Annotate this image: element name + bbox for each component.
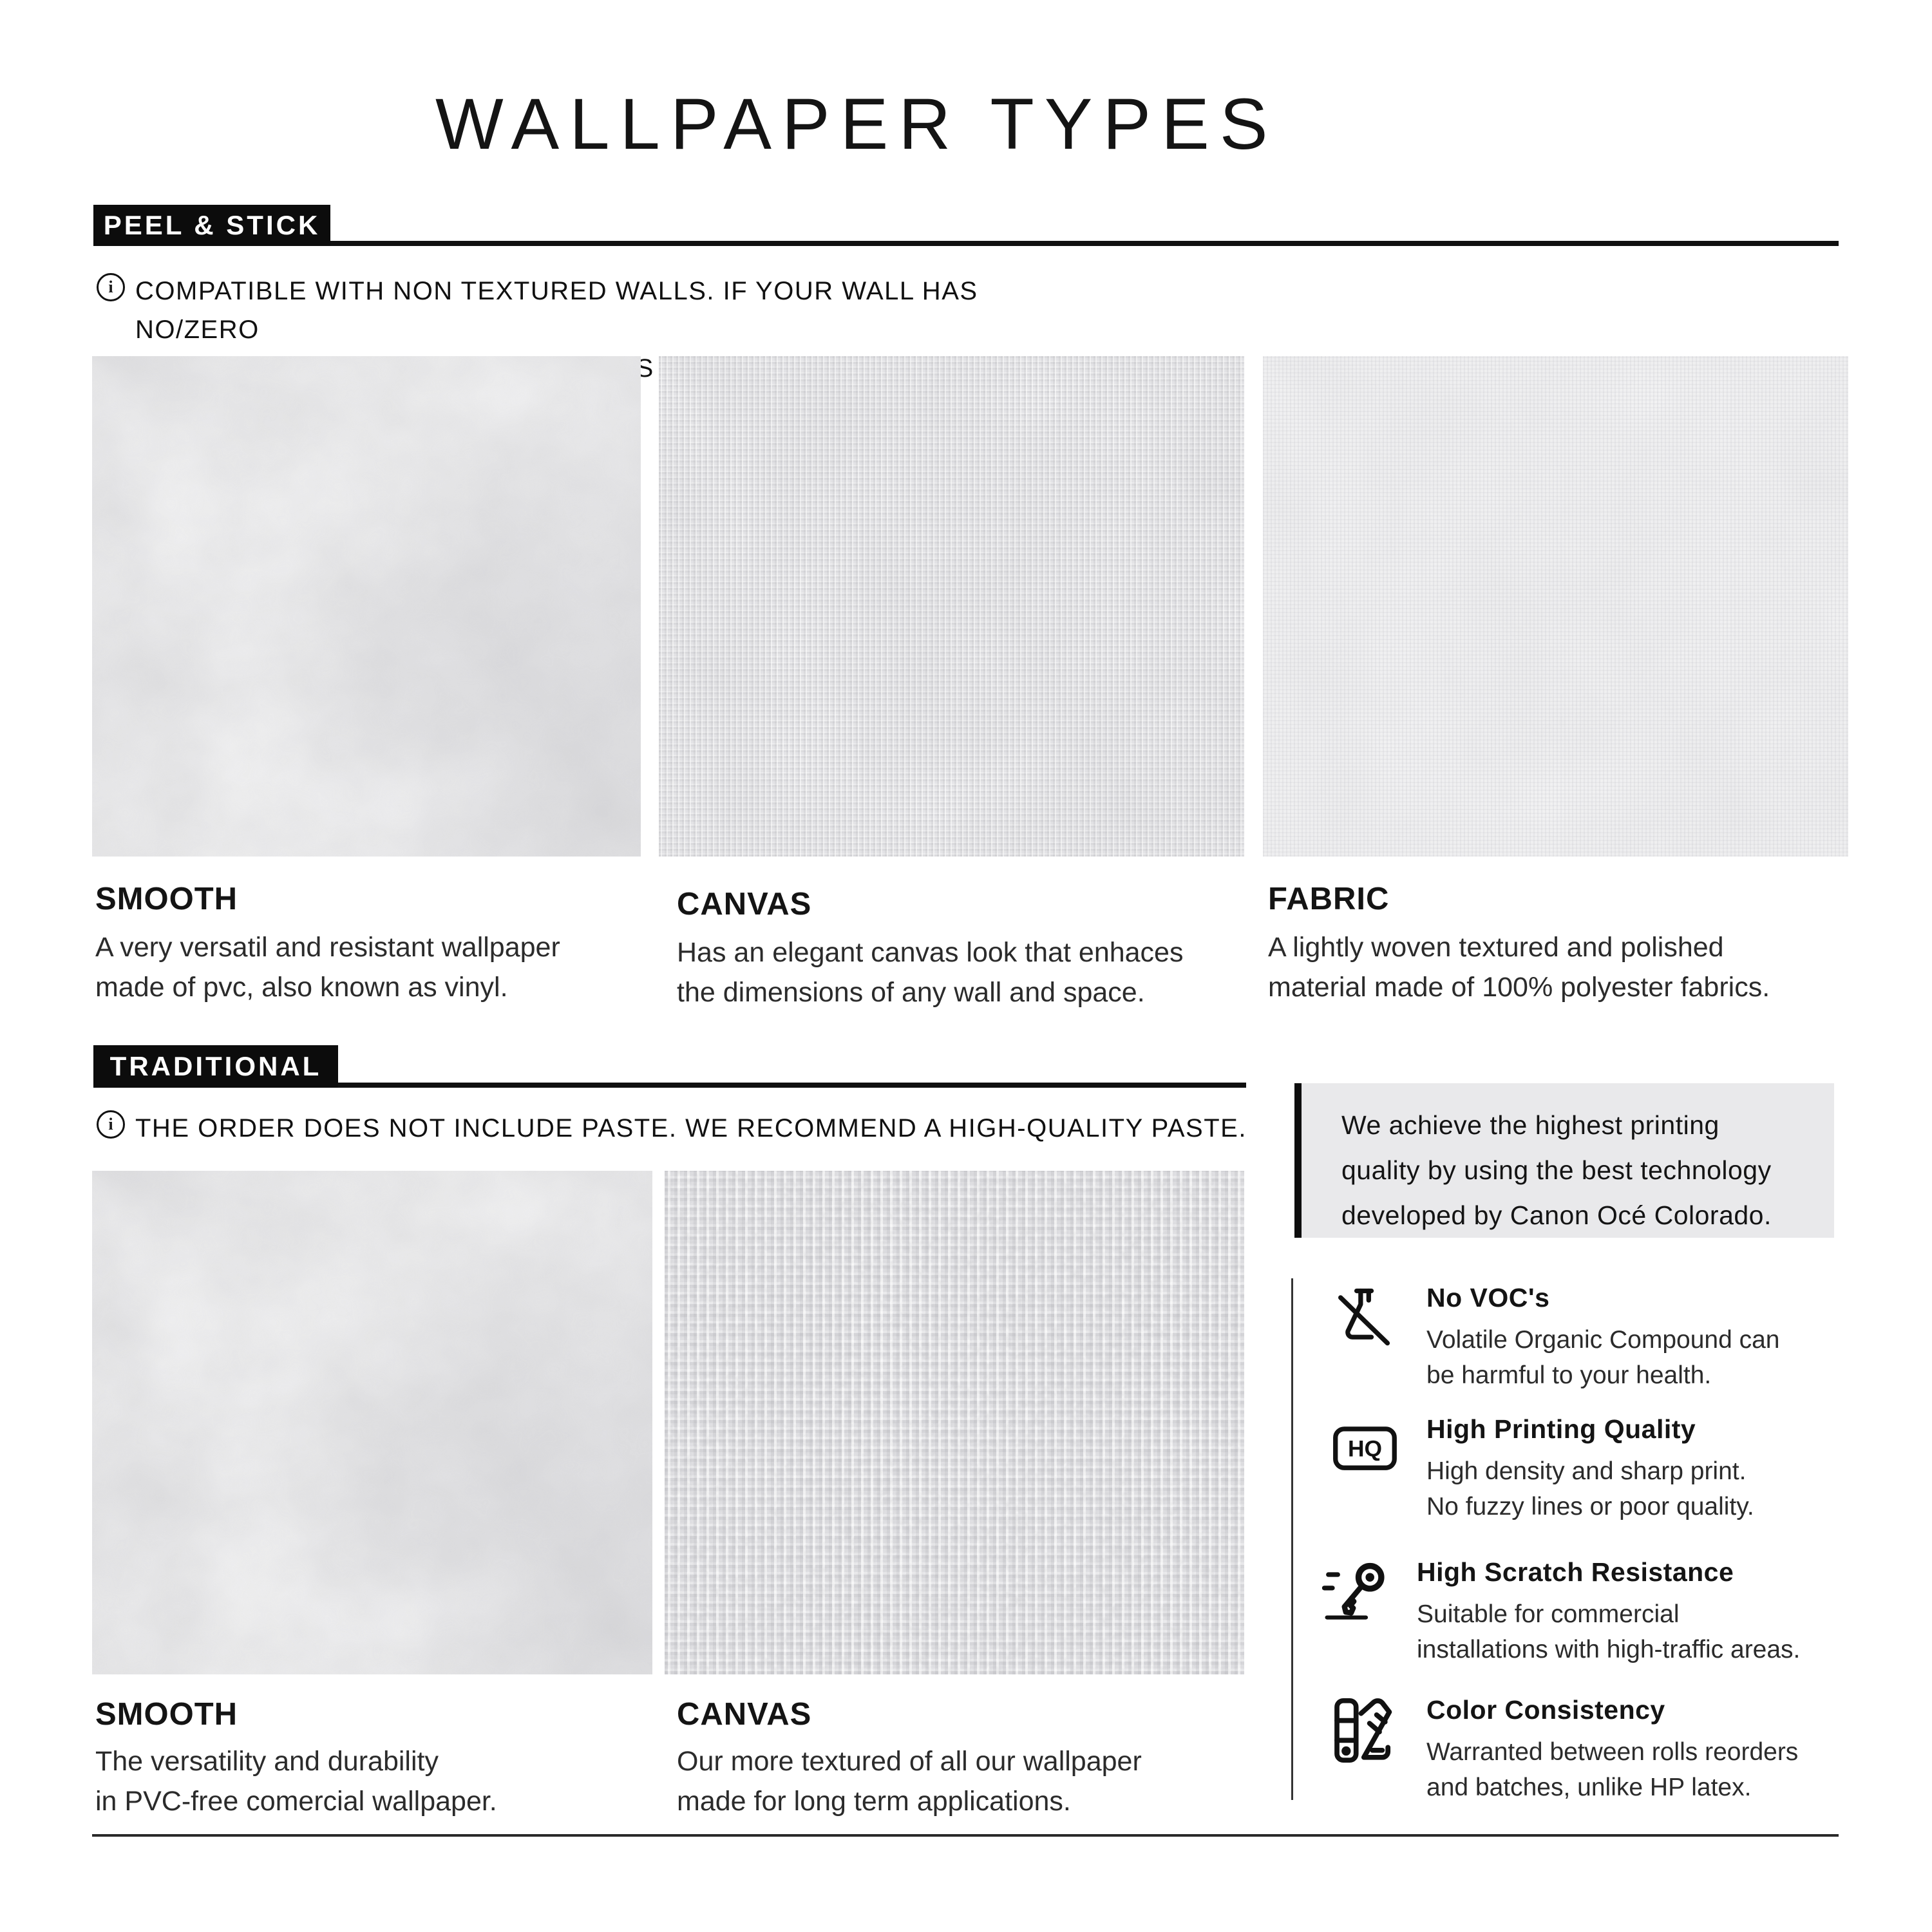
desc-line: made for long term applications. — [677, 1786, 1071, 1817]
quality-note-line-1: We achieve the highest printing — [1341, 1110, 1719, 1140]
swatch-image-smooth-peel-stick — [92, 356, 641, 857]
quality-note-line-3: developed by Canon Océ Colorado. — [1341, 1200, 1772, 1230]
swatch-desc-canvas-traditional — [677, 1741, 1142, 1821]
traditional-rule — [338, 1083, 1246, 1088]
feature-desc — [1426, 1322, 1780, 1393]
feature-no-voc — [1330, 1283, 1845, 1393]
desc-line: The versatility and durability — [95, 1746, 439, 1777]
hq-icon-text: HQ — [1347, 1436, 1383, 1462]
desc-line: Warranted between rolls reorders — [1426, 1738, 1799, 1766]
info-line-1: THE ORDER DOES NOT INCLUDE PASTE. WE RECOMMEND A HIGH-QUALITY PASTE. — [135, 1114, 1247, 1142]
swatch-image-canvas-traditional — [665, 1171, 1244, 1674]
desc-line: A very versatil and resistant wallpaper — [95, 932, 560, 963]
desc-line: be harmful to your health. — [1426, 1361, 1712, 1389]
feature-desc — [1417, 1596, 1800, 1667]
desc-line: installations with high-traffic areas. — [1417, 1636, 1801, 1663]
swatch-image-fabric-peel-stick — [1263, 356, 1848, 857]
info-icon: i — [97, 1110, 125, 1139]
feature-high-printing-quality — [1330, 1414, 1845, 1524]
desc-line: High density and sharp print. — [1426, 1457, 1747, 1485]
feature-title: No VOC's — [1426, 1283, 1550, 1312]
desc-line: A lightly woven textured and polished — [1268, 932, 1724, 963]
feature-title: High Scratch Resistance — [1417, 1557, 1734, 1587]
feature-desc — [1426, 1454, 1754, 1524]
peel-stick-rule — [330, 241, 1839, 246]
info-icon: i — [97, 273, 125, 301]
no-voc-flask-icon — [1330, 1283, 1426, 1350]
swatch-desc-smooth-traditional — [95, 1741, 497, 1821]
feature-title: Color Consistency — [1426, 1695, 1665, 1725]
desc-line: made of pvc, also known as vinyl. — [95, 972, 508, 1003]
desc-line: Has an elegant canvas look that enhaces — [677, 937, 1184, 968]
feature-text — [1417, 1557, 1800, 1667]
feature-title: High Printing Quality — [1426, 1414, 1696, 1444]
swatch-desc-smooth — [95, 927, 560, 1007]
swatch-label-smooth-traditional: SMOOTH — [95, 1697, 238, 1732]
page-title: WALLPAPER TYPES — [435, 84, 1278, 164]
swatch-label-canvas-traditional: CANVAS — [677, 1697, 812, 1732]
traditional-info — [97, 1109, 1256, 1148]
desc-line: material made of 100% polyester fabrics. — [1268, 972, 1770, 1003]
swatch-desc-fabric — [1268, 927, 1770, 1007]
feature-text — [1426, 1414, 1754, 1524]
feature-text — [1426, 1695, 1798, 1805]
quality-note-box — [1294, 1083, 1834, 1238]
desc-line: Our more textured of all our wallpaper — [677, 1746, 1142, 1777]
feature-desc — [1426, 1734, 1798, 1805]
color-swatches-icon — [1330, 1695, 1426, 1766]
section-badge-peel-stick: PEEL & STICK — [93, 205, 330, 246]
desc-line: in PVC-free comercial wallpaper. — [95, 1786, 497, 1817]
quality-note-line-2: quality by using the best technology — [1341, 1155, 1772, 1185]
swatch-desc-canvas — [677, 933, 1183, 1012]
swatch-label-fabric: FABRIC — [1268, 882, 1390, 916]
desc-line: No fuzzy lines or poor quality. — [1426, 1493, 1754, 1520]
feature-color-consistency — [1330, 1695, 1845, 1805]
traditional-info-text — [135, 1109, 1247, 1148]
section-badge-traditional: TRADITIONAL — [93, 1045, 338, 1088]
desc-line: and batches, unlike HP latex. — [1426, 1774, 1752, 1801]
bottom-rule — [92, 1834, 1839, 1837]
info-line-1: COMPATIBLE WITH NON TEXTURED WALLS. IF YOUR WALL HAS NO/ZERO — [135, 277, 978, 344]
swatch-label-canvas: CANVAS — [677, 887, 812, 922]
key-scratch-icon — [1320, 1557, 1417, 1624]
hq-badge-icon — [1330, 1414, 1426, 1481]
feature-high-scratch-resistance — [1320, 1557, 1845, 1667]
swatch-image-canvas-peel-stick — [659, 356, 1244, 857]
desc-line: the dimensions of any wall and space. — [677, 977, 1145, 1008]
swatch-image-smooth-traditional — [92, 1171, 652, 1674]
desc-line: Suitable for commercial — [1417, 1600, 1680, 1628]
swatch-label-smooth: SMOOTH — [95, 882, 238, 916]
feature-text — [1426, 1283, 1780, 1393]
desc-line: Volatile Organic Compound can — [1426, 1326, 1780, 1354]
features-divider-line — [1291, 1278, 1293, 1800]
